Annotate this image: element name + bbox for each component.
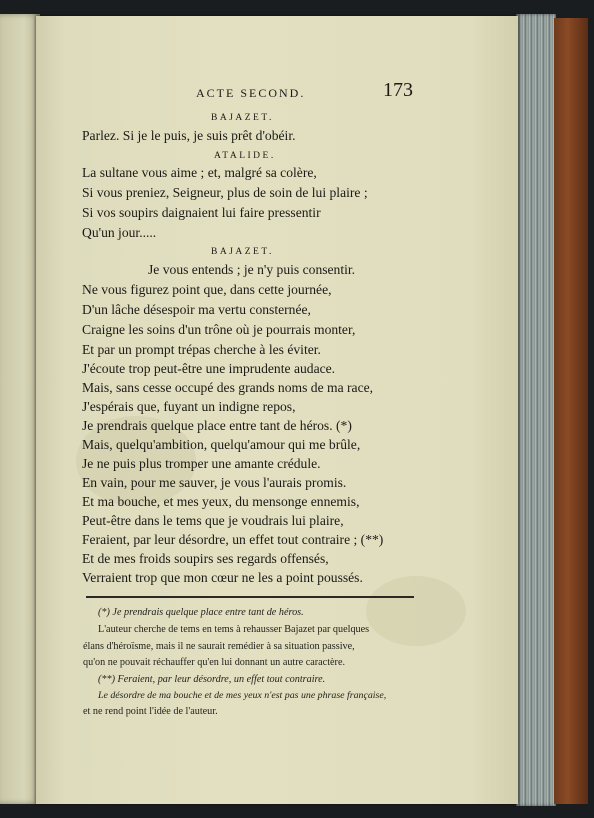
verse-line: Et ma bouche, et mes yeux, du mensonge ennemis, [82, 494, 360, 509]
verse-line: J'espérais que, fuyant un indigne repos, [82, 399, 296, 414]
paper-stain [366, 576, 466, 646]
footnote-line: L'auteur cherche de tems en tems à rehausser Bajazet par quelques [98, 624, 370, 635]
verse-line: Mais, quelqu'ambition, quelqu'amour qui me brûle, [82, 437, 361, 452]
book-cover [554, 18, 588, 804]
verse-line: Craigne les soins d'un trône où je pourrais monter, [82, 322, 356, 337]
verse-line: Peut-être dans le tems que je voudrais lui plaire, [82, 513, 344, 528]
footnote-heading: (**) Feraient, par leur désordre, un effet tout contraire. [98, 674, 326, 685]
verse-line: Et par un prompt trépas cherche à les éviter. [82, 342, 321, 357]
verse-line: Ne vous figurez point que, dans cette journée, [82, 282, 332, 297]
speaker-name: BAJAZET. [211, 113, 274, 123]
verse-line: Je vous entends ; je n'y puis consentir. [148, 262, 356, 277]
verse-line: Qu'un jour..... [82, 225, 157, 240]
page-number: 173 [383, 79, 413, 101]
verse-line: Si vos soupirs daignaient lui faire pressentir [82, 205, 321, 220]
verse-line: D'un lâche désespoir ma vertu consternée, [82, 302, 311, 317]
verse-line: Verraient trop que mon cœur ne les a point poussés. [82, 570, 363, 585]
verse-line: La sultane vous aime ; et, malgré sa colère, [82, 165, 317, 180]
verse-line: Parlez. Si je le puis, je suis prêt d'obéir. [82, 128, 296, 143]
verse-line: Je prendrais quelque place entre tant de héros. (*) [82, 418, 352, 433]
verse-line: Mais, sans cesse occupé des grands noms de ma race, [82, 380, 374, 395]
footnote-line: et ne rend point l'idée de l'auteur. [83, 706, 218, 717]
facing-page-edge [0, 14, 40, 804]
footnote-line: Le désordre de ma bouche et de mes yeux n'est pas une phrase française, [98, 690, 387, 701]
running-title: ACTE SECOND. [196, 86, 306, 100]
page-edges [516, 14, 556, 806]
footnote-heading: (*) Je prendrais quelque place entre tant de héros. [98, 607, 304, 618]
verse-line: Et de mes froids soupirs ses regards offensés, [82, 551, 329, 566]
speaker-name: ATALIDE. [214, 151, 276, 161]
verse-line: Feraient, par leur désordre, un effet tout contraire ; (**) [82, 532, 384, 547]
verse-line: Je ne puis plus tromper une amante crédule. [82, 456, 321, 471]
verse-line: Si vous preniez, Seigneur, plus de soin de lui plaire ; [82, 185, 368, 200]
verse-line: En vain, pour me sauver, je vous l'aurais promis. [82, 475, 347, 490]
footnote-rule [86, 596, 414, 598]
footnote-line: élans d'héroïsme, mais il ne saurait remédier à sa situation passive, [83, 641, 355, 652]
speaker-name: BAJAZET. [211, 247, 274, 257]
verse-line: J'écoute trop peut-être une imprudente audace. [82, 361, 336, 376]
footnote-line: qu'on ne pouvait réchauffer qu'en lui donnant un autre caractère. [83, 657, 346, 668]
